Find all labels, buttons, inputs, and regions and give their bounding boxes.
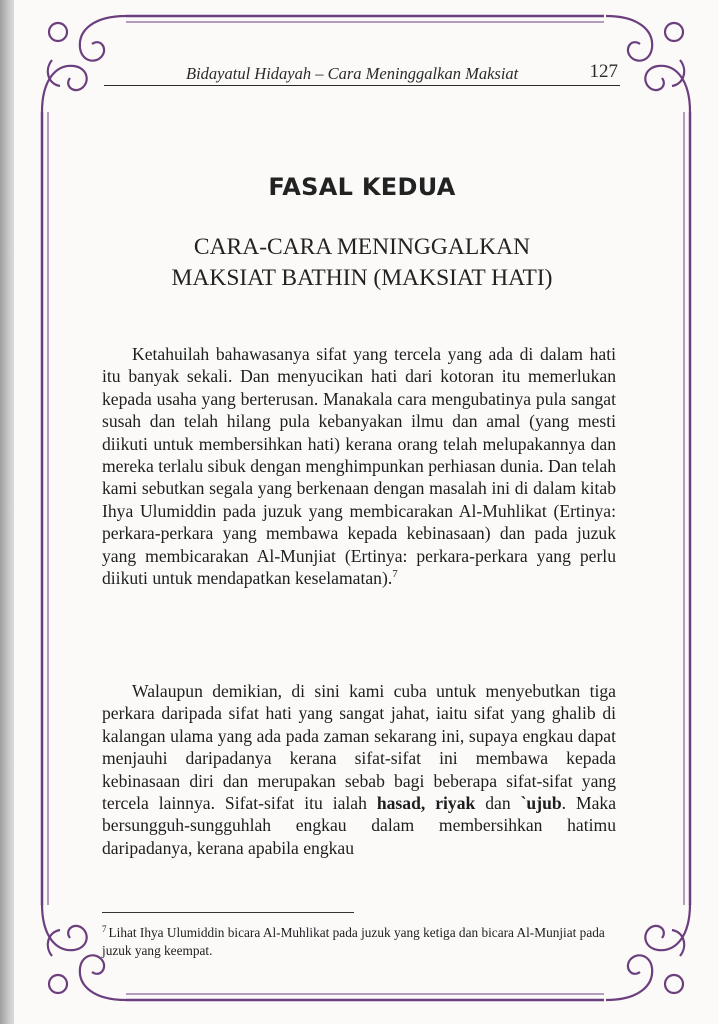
connector-dan: dan [485, 793, 511, 814]
running-title: Bidayatul Hidayah – Cara Meninggalkan Maksiat [186, 64, 519, 83]
paragraph-2 [102, 680, 616, 859]
paragraph-2-text-start: Walaupun demikian, di sini kami cuba untuk menyebutkan tiga perkara daripada sifat hati yang sangat jahat, iaitu sifat yang ghalib di kalangan ulama yang ada pada zaman sekarang ini, supaya engkau dapat menjauhi daripadanya kerana sifat-sifat ini membawa kepada kebinasaan diri dan merupakan sebab bagi beberapa sifat-sifat yang tercela lainnya. Sifat-sifat itu ialah [102, 681, 616, 814]
term-ujub: `ujub [520, 793, 562, 814]
running-header [104, 62, 620, 86]
paragraph-1 [102, 343, 616, 589]
chapter-title [104, 232, 620, 294]
paragraph-1-text: Ketahuilah bahawasanya sifat yang tercela yang ada di dalam hati itu banyak sekali. Dan menyucikan hati dari kotoran itu memerlukan kepada usaha yang berterusan. Manakala cara mengubatinya pula sangat susah dan telah hilang pula kebanyakan ilmu dan amal (yang mesti diikuti untuk membersihkan hati) kerana orang telah melupakannya dan mereka terlalu sibuk dengan menghimpunkan perhiasan dunia. Dan telah kami sebutkan segala yang berkenaan dengan masalah ini di dalam kitab Ihya Ulumiddin pada juzuk yang membicarakan Al-Muhlikat (Ertinya: perkara-perkara yang membawa kepada kebinasaan) dan pada juzuk yang membicarakan Al-Munjiat (Ertinya: perkara-perkara yang perlu diikuti untuk mendapatkan keselamatan). [102, 344, 616, 589]
paragraph-2-text-end: . Maka bersungguh-sungguhlah engkau dalam membersihkan hatimu daripadanya, kerana apabila engkau [102, 793, 617, 858]
footnote-rule [102, 912, 354, 913]
page-number: 127 [589, 61, 618, 82]
header-rule [104, 85, 620, 86]
chapter-label: FASAL KEDUA [268, 173, 456, 201]
term-hasad: hasad, [376, 793, 426, 814]
chapter-title-line-1: CARA-CARA MENINGGALKAN [193, 234, 531, 260]
footnote-reference: 7 [392, 568, 398, 581]
footnote [102, 924, 616, 960]
footnote-number: 7 [102, 923, 107, 934]
chapter-title-line-2: MAKSIAT BATHIN (MAKSIAT HATI) [171, 265, 553, 291]
footnote-text: Lihat Ihya Ulumiddin bicara Al-Muhlikat pada juzuk yang ketiga dan bicara Al-Munjiat pada juzuk yang keempat. [102, 925, 605, 958]
book-page [14, 0, 718, 1024]
term-riyak: riyak [435, 793, 476, 814]
corner-ornament-bottom-right-icon [606, 904, 690, 1000]
